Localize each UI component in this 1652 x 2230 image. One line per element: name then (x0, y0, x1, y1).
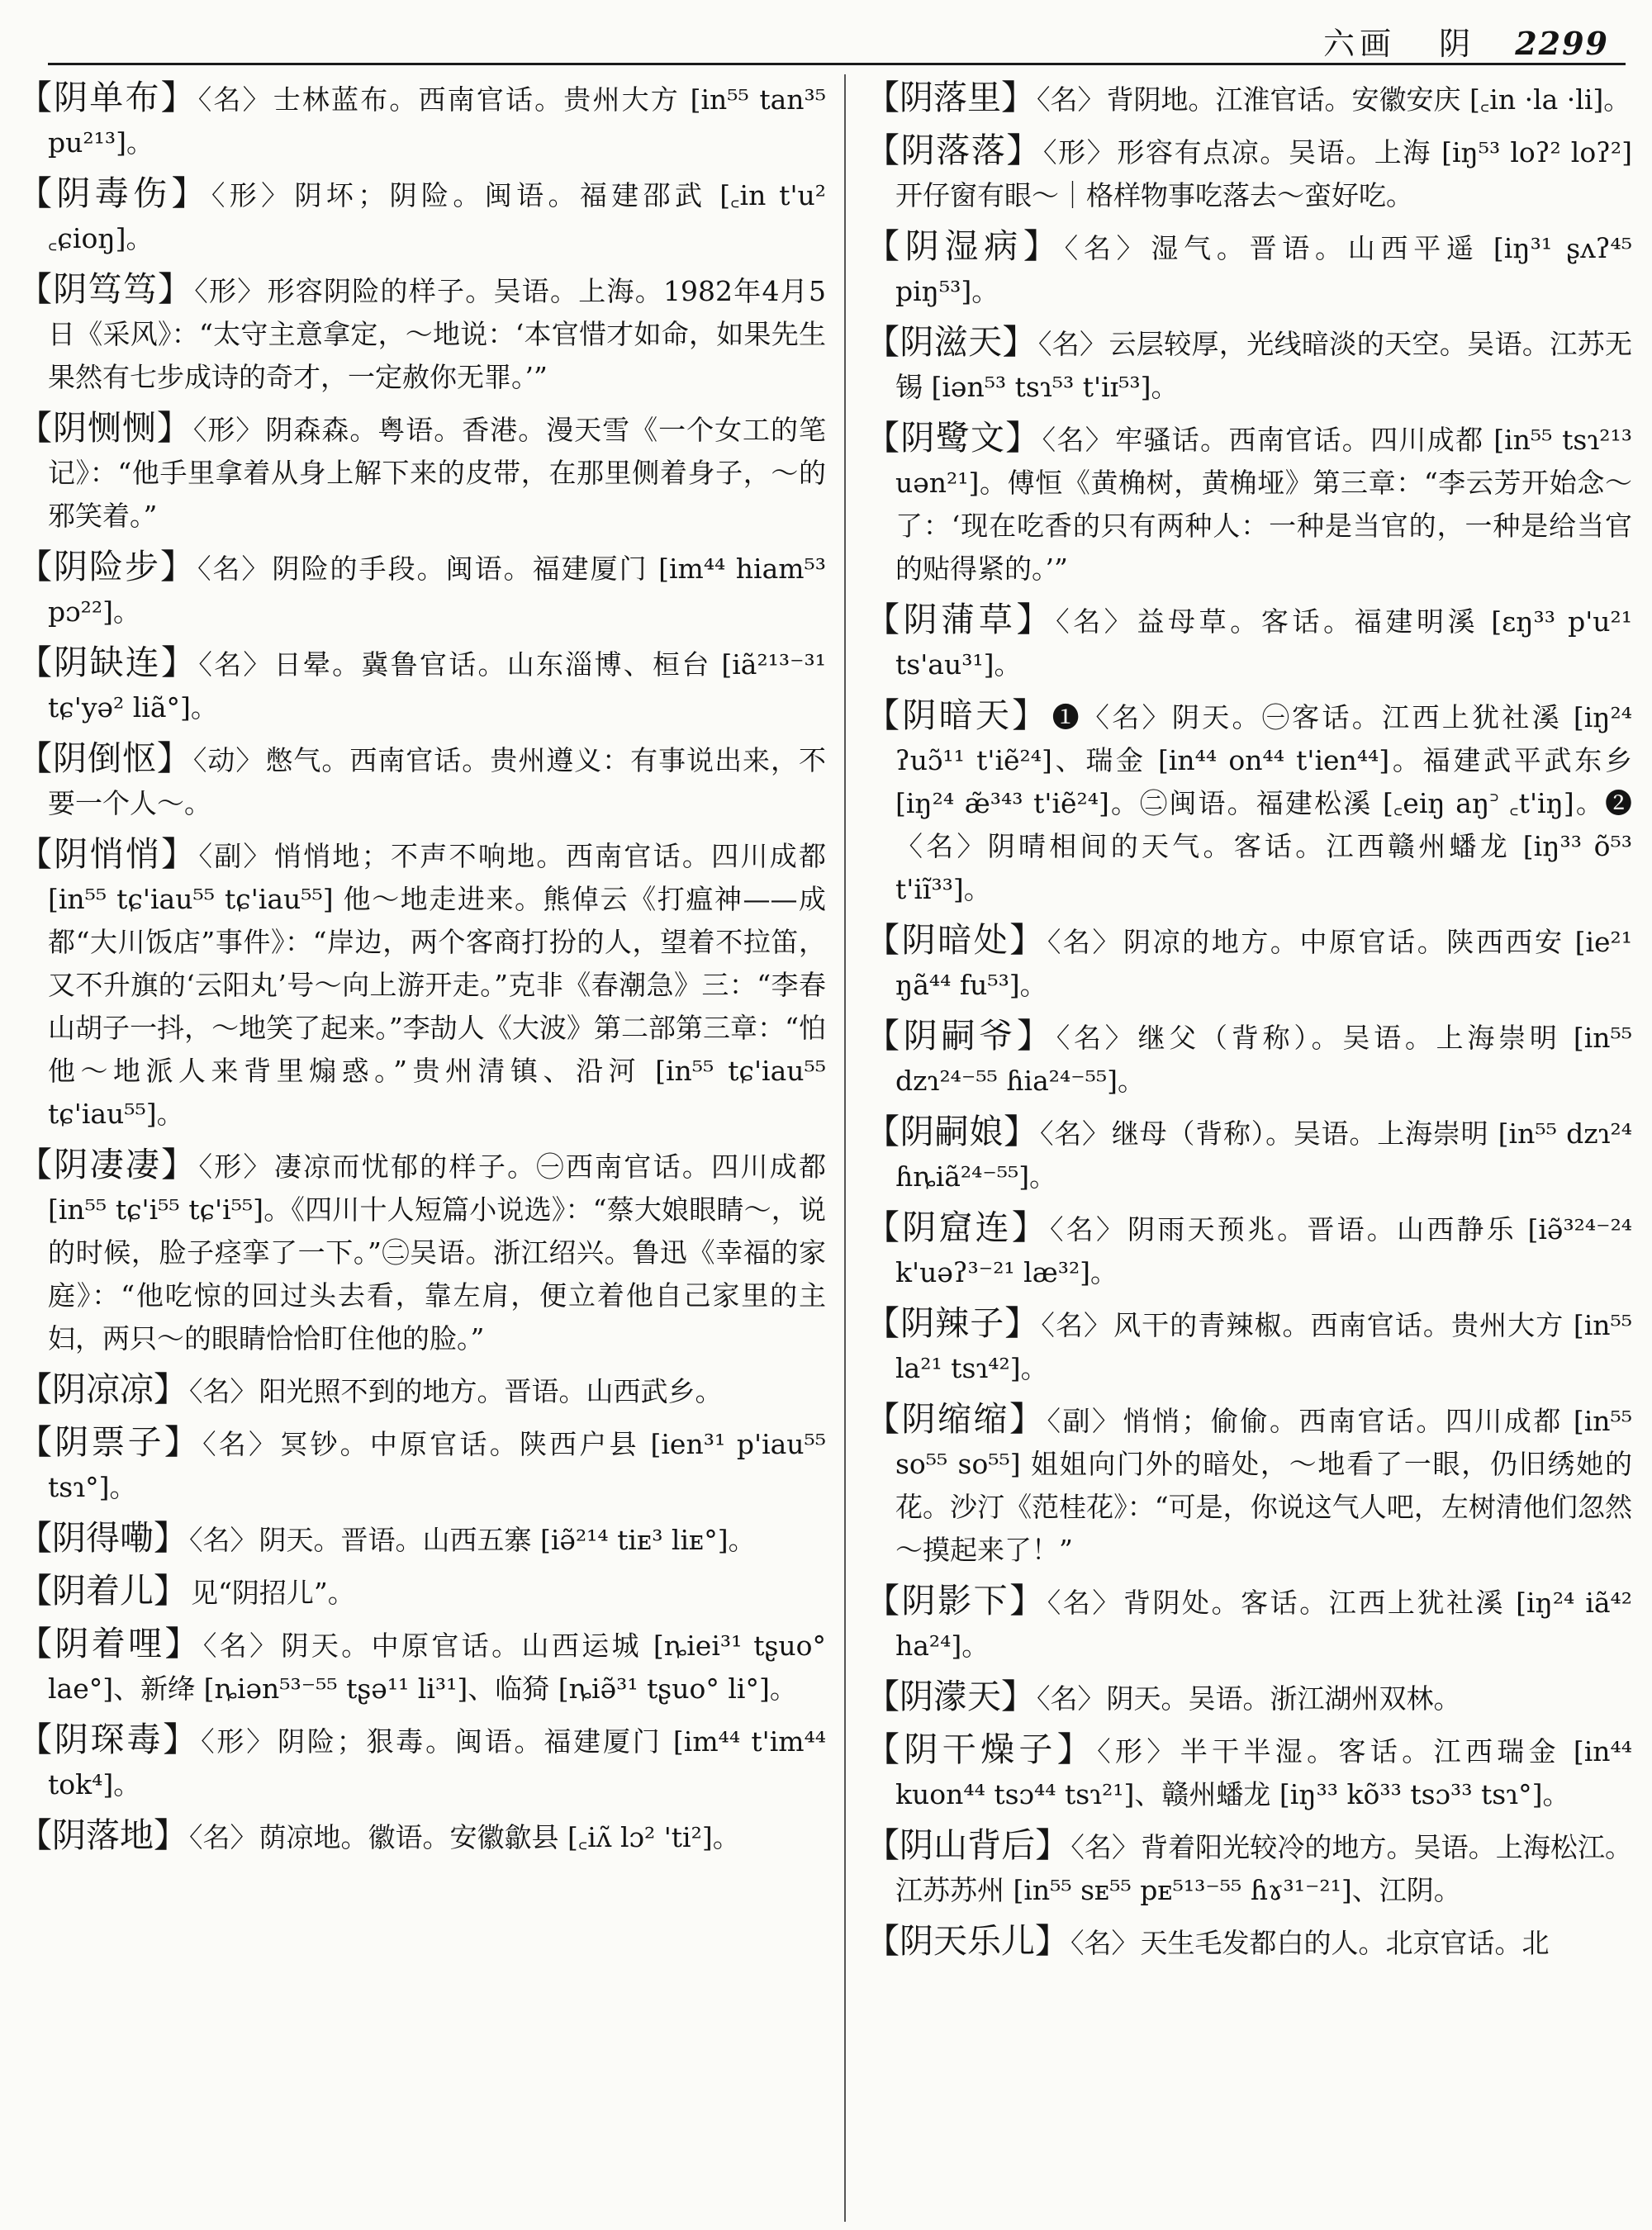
dictionary-entry (18, 76, 826, 164)
entry-part-of-speech: 〈形〉 (194, 275, 266, 307)
entry-headword: 【阴险步】 (18, 547, 197, 586)
page-number: 2299 (1515, 25, 1609, 62)
running-head (1323, 18, 1609, 64)
dictionary-entry (18, 833, 826, 1136)
dictionary-entry (866, 918, 1632, 1007)
entry-headword: 【阴琛毒】 (18, 1720, 200, 1759)
entry-headword: 【阴窟连】 (866, 1208, 1049, 1247)
entry-headword: 【阴缺连】 (18, 643, 197, 682)
entry-definition: 益母草。客话。福建明溪 [ɛŋ³³ p'u²¹ ts'au³¹]。 (895, 605, 1632, 681)
entry-definition: 阴凉的地方。中原官话。陕西西安 [ie²¹ ŋã⁴⁴ fu⁵³]。 (895, 926, 1632, 1001)
entry-part-of-speech: 〈名〉 (189, 1821, 258, 1853)
dictionary-entry (18, 1718, 826, 1806)
dictionary-entry (866, 320, 1632, 409)
dictionary-entry (18, 1569, 826, 1615)
dictionary-entry (18, 406, 826, 538)
entry-headword: 【阴落里】 (866, 78, 1035, 117)
entry-headword: 【阴票子】 (18, 1422, 202, 1462)
entry-headword: 【阴嗣娘】 (866, 1112, 1038, 1151)
entry-definition: 凄凉而忧郁的样子。㊀西南官话。四川成都 [in⁵⁵ tɕ'i⁵⁵ tɕ'i⁵⁵]。《四川十人短篇小说选》：“蔡大娘眼睛～，说的时候，脸子痉挛了一下。”㊁吴语。浙江绍兴。鲁迅《幸福的家庭》：“他吃惊的回过头去看，靠左肩，便立着他自己家里的主妇，两只～的眼睛恰恰盯住他的脸。” (48, 1151, 826, 1355)
entry-definition: 阴森森。粤语。香港。漫天雪《一个女工的笔记》：“他手里拿着从身上解下来的皮带，在那里侧着身子，～的邪笑着。” (48, 414, 826, 532)
dictionary-entry (18, 268, 826, 399)
entry-definition: 冥钞。中原官话。陕西户县 [ien³¹ p'iau⁵⁵ tsɿ°]。 (48, 1428, 826, 1503)
dictionary-entry (866, 225, 1632, 313)
entry-definition: 天生毛发都白的人。北京官话。北 (1140, 1927, 1550, 1959)
entry-definition: 形容阴险的样子。吴语。上海。1982年4月5日《采风》：“太守主意拿定，～地说：‘本官惜才如命，如果先生果然有七步成诗的奇才，一定赦你无罪。’” (48, 275, 826, 393)
entry-definition: 湿气。晋语。山西平遥 [iŋ³¹ ʂʌʔ⁴⁵ piŋ⁵³]。 (895, 232, 1632, 307)
entry-headword: 【阴得嘞】 (18, 1518, 188, 1558)
dictionary-entry (18, 1421, 826, 1509)
entry-part-of-speech: 〈形〉 (211, 179, 293, 211)
entry-headword: 【阴毒伤】 (18, 173, 210, 213)
entry-headword: 【阴滋天】 (866, 322, 1037, 362)
entry-definition: 背着阳光较冷的地方。吴语。上海松江。江苏苏州 [in⁵⁵ sᴇ⁵⁵ pᴇ⁵¹³⁻⁵⁵ ɦɤ³¹⁻²¹]、江阴。 (895, 1831, 1632, 1906)
entry-definition: 继母（背称）。吴语。上海崇明 [in⁵⁵ dzɿ²⁴ ɦȵiã²⁴⁻⁵⁵]。 (895, 1117, 1632, 1193)
entry-definition: 阴雨天预兆。晋语。山西静乐 [iə̃³²⁴⁻²⁴ k'uəʔ³⁻²¹ læ³²]。 (895, 1213, 1632, 1288)
entry-definition: 阴险；狠毒。闽语。福建厦门 [im⁴⁴ t'im⁴⁴ tok⁴]。 (48, 1725, 826, 1801)
dictionary-entry (866, 1397, 1632, 1572)
entry-definition: 云层较厚，光线暗淡的天空。吴语。江苏无锡 [iən⁵³ tsɿ⁵³ t'iɪ⁵³]。 (895, 328, 1632, 403)
entry-part-of-speech: 〈形〉 (1043, 136, 1116, 168)
entry-part-of-speech: 〈名〉 (1070, 1927, 1139, 1959)
dictionary-entry (866, 598, 1632, 686)
entry-definition: 背阴处。客话。江西上犹社溪 [iŋ²⁴ iã⁴² ha²⁴]。 (895, 1587, 1632, 1662)
dictionary-entry (866, 76, 1632, 121)
dictionary-entry (18, 545, 826, 633)
entry-headword: 【阴笃笃】 (18, 269, 193, 309)
entry-definition: 风干的青辣椒。西南官话。贵州大方 [in⁵⁵ la²¹ tsɿ⁴²]。 (895, 1309, 1632, 1384)
entry-part-of-speech: 〈副〉 (198, 840, 273, 872)
entry-headword: 【阴鹭文】 (866, 418, 1041, 458)
dictionary-entry (866, 1675, 1632, 1720)
dictionary-entry (866, 129, 1632, 217)
entry-headword: 【阴恻恻】 (18, 408, 192, 448)
dictionary-entry (866, 416, 1632, 591)
dictionary-entry (18, 1368, 826, 1413)
dictionary-entry (866, 1302, 1632, 1390)
entry-definition: 憋气。西南官话。贵州遵义：有事说出来，不要一个人～。 (48, 744, 826, 819)
entry-definition: 荫凉地。徽语。安徽歙县 [꜀iʌ̃ lɔ² 'ti²]。 (259, 1821, 740, 1853)
entry-headword: 【阴缩缩】 (866, 1399, 1046, 1439)
entry-part-of-speech: 〈副〉 (1047, 1405, 1122, 1437)
column-divider (844, 74, 846, 2222)
entry-definition: 阴天。吴语。浙江湖州双林。 (1106, 1682, 1461, 1715)
entry-part-of-speech: 〈名〉 (1064, 232, 1150, 264)
entry-part-of-speech: 〈名〉 (1047, 926, 1123, 958)
right-column (866, 76, 1632, 2220)
dictionary-entry (866, 1919, 1632, 1965)
page-header (0, 0, 1652, 64)
entry-headword: 【阴落地】 (18, 1815, 188, 1855)
entry-part-of-speech: 〈名〉 (189, 1375, 258, 1407)
dictionary-entry (18, 1622, 826, 1710)
dictionary-entry (18, 737, 826, 825)
dictionary-entry (866, 1728, 1632, 1816)
entry-headword: 【阴凉凉】 (18, 1369, 188, 1409)
entry-definition: 阴天。晋语。山西五寨 [iə̃²¹⁴ tiᴇ³ liᴇ°]。 (259, 1524, 756, 1556)
dictionary-entry (18, 1814, 826, 1859)
entry-part-of-speech: 〈名〉 (1056, 1022, 1137, 1054)
entry-headword: 【阴悄悄】 (18, 834, 197, 874)
header-character: 阴 (1439, 26, 1476, 62)
entry-definition: 形容有点凉。吴语。上海 [iŋ⁵³ loʔ² loʔ²] 开仔窗有眼～｜格样物事吃落去～蛮好吃。 (895, 136, 1632, 211)
entry-definition: 阳光照不到的地方。晋语。山西武乡。 (259, 1375, 723, 1407)
entry-part-of-speech: 〈名〉 (202, 1428, 279, 1460)
dictionary-entry (18, 1143, 826, 1360)
dictionary-entry (18, 641, 826, 729)
entry-headword: 【阴暗天】 (866, 695, 1049, 735)
entry-part-of-speech: 〈名〉 (1056, 605, 1136, 638)
section-label: 六画 (1323, 26, 1397, 62)
entry-part-of-speech: 〈名〉 (198, 648, 273, 681)
entry-part-of-speech: 〈名〉 (1037, 83, 1105, 116)
dictionary-entry (18, 172, 826, 260)
entry-headword: 【阴濛天】 (866, 1677, 1035, 1716)
entry-definition: 悄悄地；不声不响地。西南官话。四川成都 [in⁵⁵ tɕ'iau⁵⁵ tɕ'iau⁵⁵] 他～地走进来。熊倬云《打瘟神——成都“大川饭店”事件》：“岸边，两个客商打扮的人，望着不拉笛，又不升旗的‘云阳丸’号～向上游开走。”克非《春潮急》三：“李春山胡子一抖，～地笑了起来。”李劼人《大波》第二部第三章：“怕他～地派人来背里煽惑。”贵州清镇、沿河 [in⁵⁵ tɕ'iau⁵⁵ tɕ'iau⁵⁵]。 (48, 840, 826, 1130)
entry-definition: 阴险的手段。闽语。福建厦门 [im⁴⁴ hiam⁵³ pɔ²²]。 (48, 553, 826, 628)
dictionary-entry (866, 1014, 1632, 1103)
entry-part-of-speech: 〈动〉 (192, 744, 264, 776)
entry-definition: 背阴地。江淮官话。安徽安庆 [꜀in ·la ·li]。 (1106, 83, 1631, 116)
header-rule (48, 63, 1626, 65)
dictionary-entry (866, 1110, 1632, 1198)
entry-headword: 【阴干燥子】 (866, 1729, 1096, 1769)
entry-part-of-speech: 〈名〉 (189, 1524, 258, 1556)
dictionary-entry (866, 1824, 1632, 1912)
entry-definition: 士林蓝布。西南官话。贵州大方 [in⁵⁵ tan³⁵ pu²¹³]。 (48, 83, 826, 159)
entry-headword: 【阴辣子】 (866, 1303, 1040, 1343)
entry-definition: 牢骚话。西南官话。四川成都 [in⁵⁵ tsɿ²¹³ uən²¹]。傅恒《黄桷树，黄桷垭》第三章：“李云芳开始念～了：‘现在吃香的只有两种人：一种是当官的，一种是给当官的贴得紧的。’” (895, 424, 1632, 585)
entry-part-of-speech: 〈名〉 (197, 553, 271, 585)
left-column (18, 76, 826, 2220)
dictionary-entry (18, 1516, 826, 1562)
entry-headword: 【阴单布】 (18, 78, 197, 117)
entry-part-of-speech: 〈形〉 (192, 414, 264, 446)
entry-part-of-speech: 〈形〉 (198, 1151, 273, 1183)
entry-part-of-speech: 〈形〉 (201, 1725, 277, 1758)
entry-definition: 日晕。冀鲁官话。山东淄博、桓台 [iã²¹³⁻³¹ tɕ'yə² liã°]。 (48, 648, 826, 724)
entry-definition: 阴坏；阴险。闽语。福建邵武 [꜀in t'u² ꜀ɕioŋ]。 (48, 179, 826, 254)
entry-part-of-speech: 〈形〉 (1097, 1735, 1179, 1767)
entry-headword: 【阴影下】 (866, 1581, 1046, 1620)
entry-headword: 【阴嗣爷】 (866, 1016, 1055, 1056)
entry-definition: 半干半湿。客话。江西瑞金 [in⁴⁴ kuon⁴⁴ tsɔ⁴⁴ tsɿ²¹]、赣州蟠龙 [iŋ³³ kõ³³ tsɔ³³ tsɿ°]。 (895, 1735, 1632, 1810)
entry-part-of-speech: 〈名〉 (197, 83, 272, 116)
entry-part-of-speech: 〈名〉 (202, 1630, 280, 1662)
entry-headword: 【阴暗处】 (866, 920, 1046, 960)
entry-headword: 【阴着哩】 (18, 1624, 202, 1663)
entry-definition: 继父（背称）。吴语。上海崇明 [in⁵⁵ dzɿ²⁴⁻⁵⁵ ɦia²⁴⁻⁵⁵]。 (895, 1022, 1632, 1097)
entry-part-of-speech: 〈名〉 (1037, 328, 1108, 360)
entry-part-of-speech: 〈名〉 (1042, 424, 1114, 456)
entry-headword: 【阴天乐儿】 (866, 1921, 1069, 1961)
entry-headword: 【阴落落】 (866, 130, 1042, 170)
dictionary-entry (866, 694, 1632, 911)
entry-definition: 阴天。中原官话。山西运城 [ȵiei³¹ tʂuo° lae°]、新绛 [ȵiən⁵³⁻⁵⁵ tʂə¹¹ li³¹]、临猗 [ȵiə̃³¹ tʂuo° li°]。 (48, 1630, 826, 1705)
entry-part-of-speech: 〈名〉 (1047, 1587, 1122, 1619)
entry-headword: 【阴山背后】 (866, 1825, 1070, 1865)
entry-definition: 见“阴招儿”。 (191, 1577, 355, 1609)
dictionary-entry (866, 1579, 1632, 1668)
entry-definition: ❶〈名〉阴天。㊀客话。江西上犹社溪 [iŋ²⁴ ʔuɔ̃¹¹ t'iẽ²⁴]、瑞金 [in⁴⁴ on⁴⁴ t'ien⁴⁴]。福建武平武东乡 [iŋ²⁴ æ̃³⁴³ t'iẽ²⁴]。㊁闽语。福建松溪 [꜀eiŋ aŋ꜄ ꜀t'iŋ]。❷〈名〉阴晴相间的天气。客话。江西赣州蟠龙 [iŋ³³ õ⁵³ t'iĩ³³]。 (895, 701, 1632, 905)
entry-part-of-speech: 〈名〉 (1039, 1117, 1110, 1150)
entry-headword: 【阴凄凄】 (18, 1145, 197, 1184)
entry-part-of-speech: 〈名〉 (1070, 1831, 1140, 1863)
entry-headword: 【阴湿病】 (866, 226, 1063, 266)
entry-definition: 悄悄；偷偷。西南官话。四川成都 [in⁵⁵ so⁵⁵ so⁵⁵] 姐姐向门外的暗处，～地看了一眼，仍旧绣她的花。沙汀《范桂花》：“可是，你说这气人吧，左树清他们忽然～摸起来了！” (895, 1405, 1632, 1566)
entry-part-of-speech: 〈名〉 (1041, 1309, 1113, 1341)
entry-part-of-speech: 〈名〉 (1037, 1682, 1105, 1715)
dictionary-entry (866, 1206, 1632, 1294)
entry-headword: 【阴倒怄】 (18, 738, 192, 778)
entry-headword: 【阴蒲草】 (866, 600, 1055, 639)
entry-headword: 【阴着儿】 (18, 1571, 188, 1611)
entry-part-of-speech: 〈名〉 (1050, 1213, 1127, 1245)
